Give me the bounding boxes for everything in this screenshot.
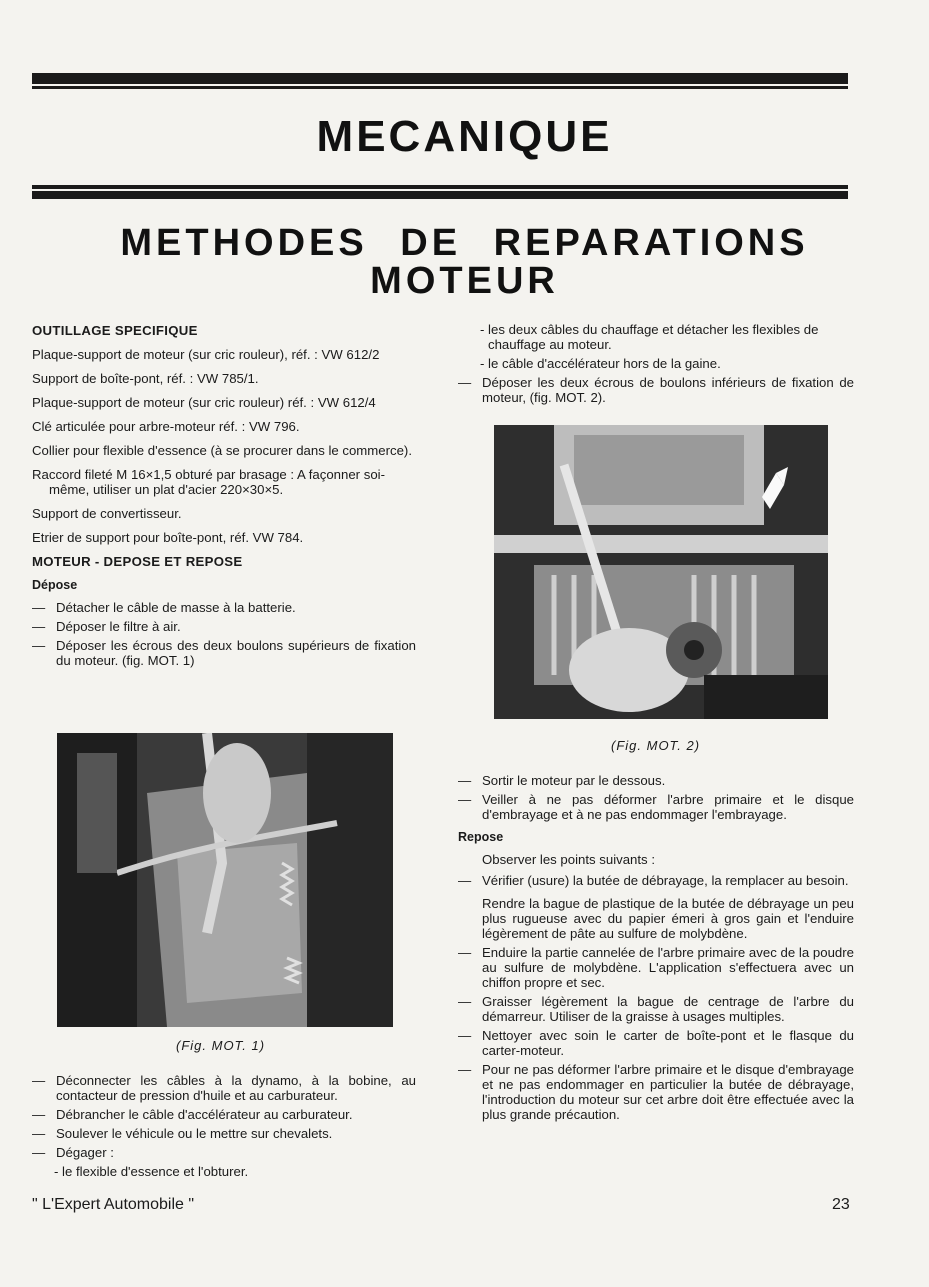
tool-item: Support de convertisseur. xyxy=(32,506,182,521)
tool-item: Raccord fileté M 16×1,5 obturé par brasage : A façonner soi-même, utiliser un plat d'acier 220×30×5. xyxy=(32,467,385,497)
tool-item: Plaque-support de moteur (sur cric rouleur), réf. : VW 612/2 xyxy=(32,347,380,362)
tool-item: Etrier de support pour boîte-pont, réf. VW 784. xyxy=(32,530,304,545)
depose-step: — Déposer les deux écrous de boulons inférieurs de fixation de moteur, (fig. MOT. 2). xyxy=(458,375,854,405)
repose-step: — Graisser légèrement la bague de centrage de l'arbre du démarreur. Utiliser de la graisse à usages multiples. xyxy=(458,994,854,1024)
page-number: 23 xyxy=(832,1196,850,1213)
photo-engine-underside-drawing xyxy=(494,425,828,719)
depose-step: — Sortir le moteur par le dessous. xyxy=(458,773,666,788)
depose-heading: Dépose xyxy=(32,578,78,592)
repose-step: — Nettoyer avec soin le carter de boîte-pont et le flasque du carter-moteur. xyxy=(458,1028,854,1058)
tool-item: Clé articulée pour arbre-moteur réf. : VW 796. xyxy=(32,419,300,434)
repose-intro: Observer les points suivants : xyxy=(482,852,655,867)
repose-heading: Repose xyxy=(458,830,504,844)
figure-caption: (Fig. MOT. 2) xyxy=(611,738,701,753)
page-subtitle: MOTEUR xyxy=(370,260,559,302)
repose-step: — Pour ne pas déformer l'arbre primaire et le disque d'embrayage et ne pas endommager en particulier la butée de débrayage, l'introduction du moteur sur cet arbre doit être effectuée avec la plus grande précaution. xyxy=(458,1062,854,1122)
depose-step: — Dégager : xyxy=(32,1145,114,1160)
depose-step: — Veiller à ne pas déformer l'arbre primaire et le disque d'embrayage et à ne pas endommager l'embrayage. xyxy=(458,792,854,822)
depose-step: — Déposer les écrous des deux boulons supérieurs de fixation du moteur. (fig. MOT. 1) xyxy=(32,638,416,668)
depose-step: — Soulever le véhicule ou le mettre sur chevalets. xyxy=(32,1126,333,1141)
depose-step: — Déposer le filtre à air. xyxy=(32,619,181,634)
depose-step: — Déconnecter les câbles à la dynamo, à la bobine, au contacteur de pression d'huile et au carburateur. xyxy=(32,1073,416,1103)
moteur-heading: MOTEUR - DEPOSE ET REPOSE xyxy=(32,554,243,569)
repose-paragraph: Rendre la bague de plastique de la butée de débrayage un peu plus rugueuse avec du papier émeri à gros gain et l'enduire légèrement de pâte au sulfure de molybdène. xyxy=(482,896,854,941)
left-column xyxy=(32,323,416,672)
repose-step: — Vérifier (usure) la butée de débrayage, la remplacer au besoin. xyxy=(458,873,849,888)
publication-name: " L'Expert Automobile " xyxy=(32,1196,195,1213)
figure-caption: (Fig. MOT. 1) xyxy=(176,1038,266,1053)
mid-rule-thin xyxy=(32,185,848,189)
repose-step: — Enduire la partie cannelée de l'arbre primaire avec de la poudre au sulfure de molybdène. L'application s'effectuera avec un chiffon propre et sec. xyxy=(458,945,854,990)
outillage-heading: OUTILLAGE SPECIFIQUE xyxy=(32,323,198,338)
section-title: MECANIQUE xyxy=(316,112,613,161)
left-column-continued xyxy=(32,1073,416,1183)
depose-step: — Détacher le câble de masse à la batterie. xyxy=(32,600,296,615)
photo-engine-underside xyxy=(494,425,828,719)
tool-item: Support de boîte-pont, réf. : VW 785/1. xyxy=(32,371,259,386)
tool-item: Plaque-support de moteur (sur cric rouleur) réf. : VW 612/4 xyxy=(32,395,376,410)
tool-item: Collier pour flexible d'essence (à se procurer dans le commerce). xyxy=(32,443,412,458)
right-column xyxy=(458,322,854,409)
sub-step: - le flexible d'essence et l'obturer. xyxy=(54,1164,249,1179)
depose-step: — Débrancher le câble d'accélérateur au carburateur. xyxy=(32,1107,353,1122)
right-column-continued xyxy=(458,773,854,1126)
sub-step: - les deux câbles du chauffage et détacher les flexibles de chauffage au moteur. xyxy=(480,322,819,352)
photo-engine-mount-drawing xyxy=(57,733,393,1027)
top-rule xyxy=(32,73,848,84)
photo-engine-mount xyxy=(57,733,393,1027)
sub-step: - le câble d'accélérateur hors de la gaine. xyxy=(480,356,721,371)
top-rule-thin xyxy=(32,86,848,89)
page-title: METHODES DE REPARATIONS xyxy=(120,222,809,264)
mid-rule xyxy=(32,191,848,199)
